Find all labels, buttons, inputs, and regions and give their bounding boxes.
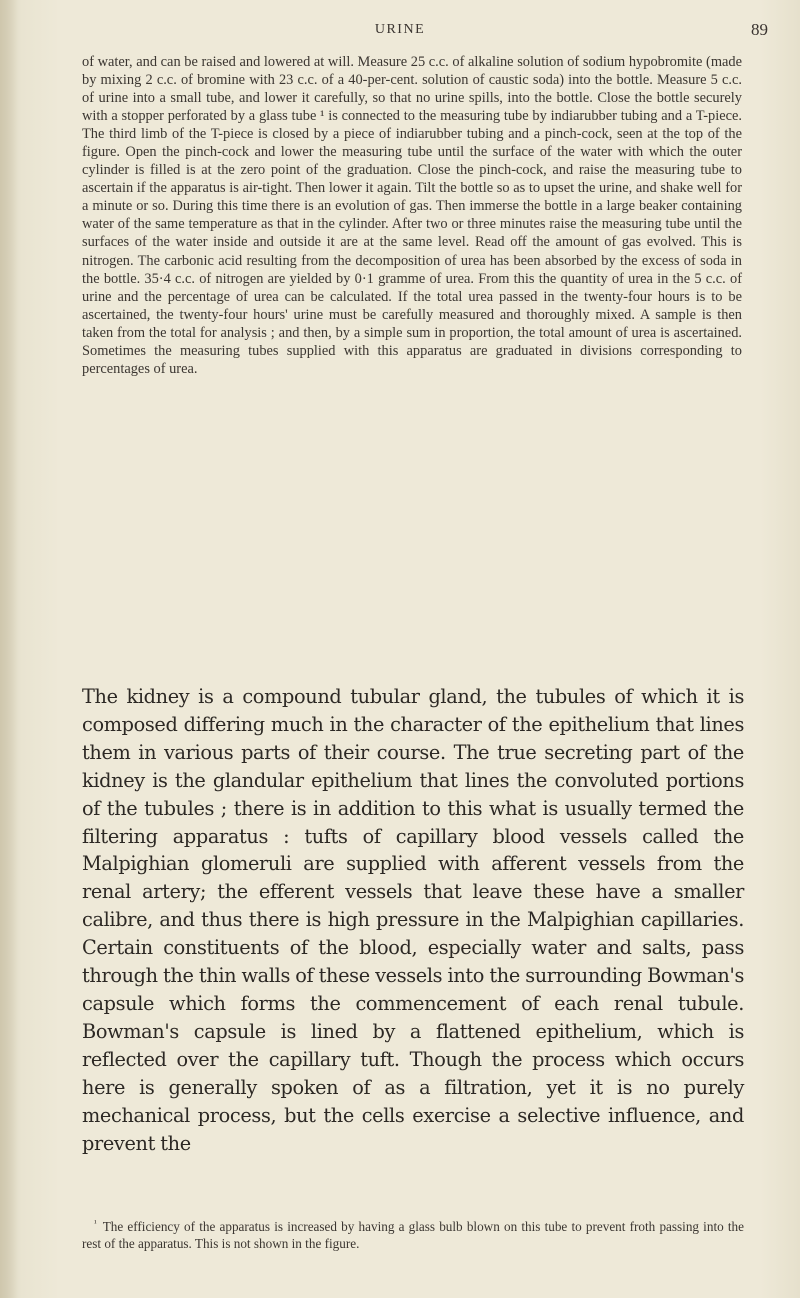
page-number: 89 [751, 20, 768, 39]
main-paragraph-kidney: The kidney is a compound tubular gland, the tubules of which it is composed differing much in the character of the epithelium that lines them in various parts of their course. The true secreting part of the kidney is the glandular epithelium that lines the convoluted portions of the tubules ; there is in addition to this what is usually termed the filtering apparatus : tufts of capillary blood vessels called the Malpighian glomeruli are supplied with afferent vessels from the renal artery; the efferent vessels that leave these have a smaller calibre, and thus there is high pressure in the Malpighian capillaries. Certain constituents of the blood, especially water and salts, pass through the thin walls of these vessels into the surrounding Bowman's capsule which forms the commencement of each renal tubule. Bowman's capsule is lined by a flattened epithelium, which is reflected over the capillary tuft. Though the process which occurs here is generally spoken of as a filtration, yet it is no purely mechanical process, but the cells exercise a selective influence, and prevent the [82, 685, 744, 1155]
footnote-mark: ¹ [94, 1218, 97, 1228]
small-print-paragraph: of water, and can be raised and lowered at will. Measure 25 c.c. of alkaline solution of sodium hypobromite (made by mixing 2 c.c. of bromine with 23 c.c. of a 40-per-cent. solution of caustic soda) into the bottle. Measure 5 c.c. of urine into a small tube, and lower it carefully, so that no urine spills, into the bottle. Close the bottle securely with a stopper perforated by a glass tube ¹ is connected to the measuring tube by indiarubber tubing and a T-piece. The third limb of the T-piece is closed by a piece of indiarubber tubing and a pinch-cock, seen at the top of the figure. Open the pinch-cock and lower the measuring tube until the surface of the water with which the outer cylinder is filled is at the zero point of the graduation. Close the pinch-cock, and raise the measuring tube to ascertain if the apparatus is air-tight. Then lower it again. Tilt the bottle so as to upset the urine, and shake well for a minute or so. During this time there is an evolution of gas. Then immerse the bottle in a large beaker containing water of the same temperature as that in the cylinder. After two or three minutes raise the measuring tube until the surfaces of the water inside and outside it are at the same level. Read off the amount of gas evolved. This is nitrogen. The carbonic acid resulting from the decomposition of urea has been absorbed by the excess of soda in the bottle. 35·4 c.c. of nitrogen are yielded by 0·1 gramme of urea. From this the quantity of urea in the 5 c.c. of urine and the percentage of urea can be calculated. If the total urea passed in the twenty-four hours is to be ascertained, the twenty-four hours' urine must be carefully measured and thoroughly mixed. A sample is then taken from the total for analysis ; and then, by a simple sum in proportion, the total amount of urea is ascertained. Sometimes the measuring tubes supplied with this apparatus are graduated in divisions corresponding to percentages of urea. [82, 54, 742, 377]
page-edge-shadow [0, 0, 18, 1298]
page-header [0, 22, 800, 46]
running-head: URINE [374, 22, 426, 37]
footnote-text: The efficiency of the apparatus is increased by having a glass bulb blown on this tube to prevent froth passing into the rest of the apparatus. This is not shown in the figure. [82, 1219, 744, 1251]
footnote [82, 1215, 744, 1252]
